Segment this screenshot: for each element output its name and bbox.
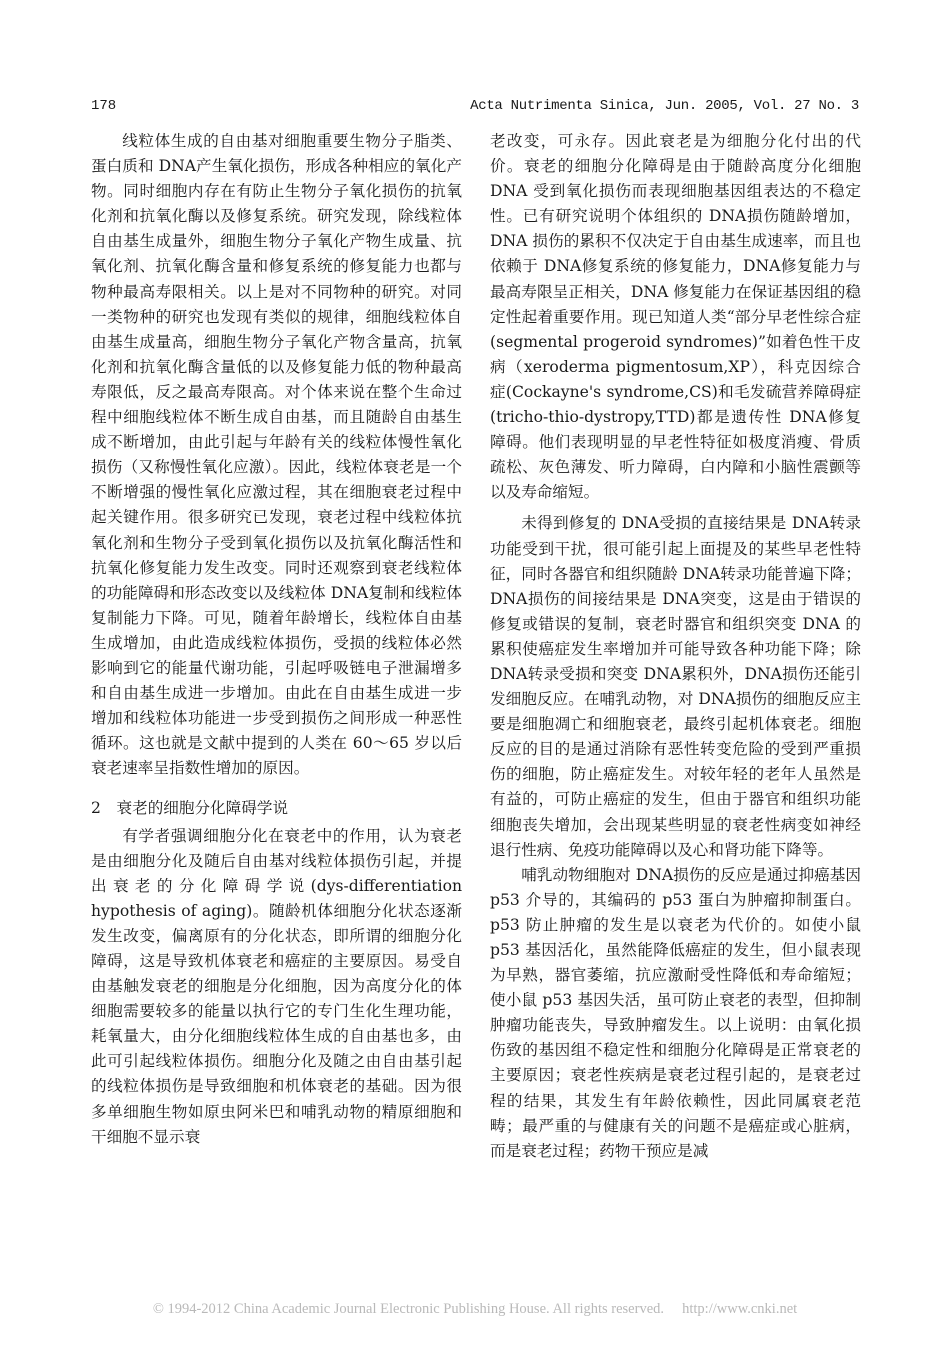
left-column (91, 129, 462, 1150)
paragraph-mitochondria: 线粒体生成的自由基对细胞重要生物分子脂类、蛋白质和 DNA产生氧化损伤，形成各种相应的氧化产物。同时细胞内存在有防止生物分子氧化损伤的抗氧化剂和抗氧化酶以及修复系统。研究发现，除线粒体自由基生成量外，细胞生物分子氧化产物生成量、抗氧化剂、抗氧化酶含量和修复系统的修复能力也都与物种最高寿限相关。以上是对不同物种的研究。对同一类物种的研究也发现有类似的规律，细胞线粒体自由基生成量高，细胞生物分子氧化产物含量高，抗氧化剂和抗氧化酶含量低的以及修复能力低的物种最高寿限低，反之最高寿限高。对个体来说在整个生命过程中细胞线粒体不断生成自由基，而且随龄自由基生成不断增加，由此引起与年龄有关的线粒体慢性氧化损伤（又称慢性氧化应激）。因此，线粒体衰老是一个不断增强的慢性氧化应激过程，其在细胞衰老过程中起关键作用。很多研究已发现，衰老过程中线粒体抗氧化剂和生物分子受到氧化损伤以及抗氧化酶活性和抗氧化修复能力发生改变。同时还观察到衰老线粒体的功能障碍和形态改变以及线粒体 DNA复制和线粒体复制能力下降。可见，随着年龄增长，线粒体自由基生成增加，由此造成线粒体损伤，受损的线粒体必然影响到它的能量代谢功能，引起呼吸链电子泄漏增多和自由基生成进一步增加。由此在自由基生成进一步增加和线粒体功能进一步受到损伤之间形成一种恶性循环。这也就是文献中提到的人类在 60～65 岁以后衰老速率呈指数性增加的原因。 (91, 132, 462, 778)
right-column (490, 129, 861, 1164)
paragraph-dna-damage: 未得到修复的 DNA受损的直接结果是 DNA转录功能受到干扰，很可能引起上面提及的某些早老性特征，同时各器官和组织随龄 DNA转录功能普遍下降；DNA损伤的间接结果是 DNA突变，这是由于错误的修复或错误的复制，衰老时器官和组织突变 DNA 的累积使癌症发生率增加并可能导致各种功能下降；除 DNA转录受损和突变 DNA累积外，DNA损伤还能引发细胞反应。在哺乳动物，对 DNA损伤的细胞反应主要是细胞凋亡和细胞衰老，最终引起机体衰老。细胞反应的目的是通过消除有恶性转变危险的受到严重损伤的细胞，防止癌症发生。对较年轻的老年人虽然是有益的，可防止癌症的发生，但由于器官和组织功能细胞丧失增加，会出现某些明显的衰老性病变如神经退行性病、免疫功能障碍以及心和肾功能下降等。 (490, 514, 861, 859)
copyright-footer: © 1994-2012 China Academic Journal Electronic Publishing House. All rights reserved. http://www.cnki.net (152, 1301, 798, 1317)
page-number: 178 (91, 98, 117, 114)
section-heading: 2 衰老的细胞分化障碍学说 (91, 799, 289, 818)
paragraph-differentiation: 有学者强调细胞分化在衰老中的作用，认为衰老是由细胞分化及随后自由基对线粒体损伤引起，并提出衰老的分化障碍学说(dys-differentiation hypothesis of aging)。随龄机体细胞分化状态逐渐发生改变，偏离原有的分化状态，即所谓的细胞分化障碍，这是导致机体衰老和癌症的主要原因。易受自由基触发衰老的细胞是分化细胞，因为高度分化的体细胞需要较多的能量以执行它的专门生化生理功能，耗氧量大，由分化细胞线粒体生成的自由基也多，由此可引起线粒体损伤。细胞分化及随之由自由基引起的线粒体损伤是导致细胞和机体衰老的基础。因为很多单细胞生物如原虫阿米巴和哺乳动物的精原细胞和干细胞不显示衰 (91, 826, 462, 1146)
paragraph-p53: 哺乳动物细胞对 DNA损伤的反应是通过抑癌基因 p53 介导的，其编码的 p53 蛋白为肿瘤抑制蛋白。p53 防止肿瘤的发生是以衰老为代价的。如使小鼠 p53 基因活化，虽然能降低癌症的发生，但小鼠表现为早熟，器官萎缩，抗应激耐受性降低和寿命缩短；使小鼠 p53 基因失活，虽可防止衰老的表型，但抑制肿瘤功能丧失，导致肿瘤发生。以上说明：由氧化损伤致的基因组不稳定性和细胞分化障碍是正常衰老的主要原因；衰老性疾病是衰老过程引起的，是衰老过程的结果，其发生有年龄依赖性，因此同属衰老范畴；最严重的与健康有关的问题不是癌症或心脏病，而是衰老过程；药物干预应是减 (490, 865, 861, 1160)
running-head: Acta Nutrimenta Sinica, Jun. 2005, Vol. 27 No. 3 (470, 98, 859, 114)
page-header (91, 98, 859, 120)
paragraph-continued: 老改变，可永存。因此衰老是为细胞分化付出的代价。衰老的细胞分化障碍是由于随龄高度分化细胞 DNA 受到氧化损伤而表现细胞基因组表达的不稳定性。已有研究说明个体组织的 DNA损伤随龄增加，DNA 损伤的累积不仅决定于自由基生成速率，而且也依赖于 DNA修复系统的修复能力，DNA修复能力与最高寿限呈正相关，DNA 修复能力在保证基因组的稳定性起着重要作用。现已知道人类“部分早老性综合症(segmental progeroid syndromes)”如着色性干皮病（xeroderma pigmentosum,XP），科克因综合症(Cockayne's syndrome,CS)和毛发硫营养障碍症(tricho-thio-dystropy,TTD)都是遗传性 DNA修复障碍。他们表现明显的早老性特征如极度消瘦、骨质疏松、灰色薄发、听力障碍，白内障和小脑性震颤等以及寿命缩短。 (490, 132, 861, 502)
